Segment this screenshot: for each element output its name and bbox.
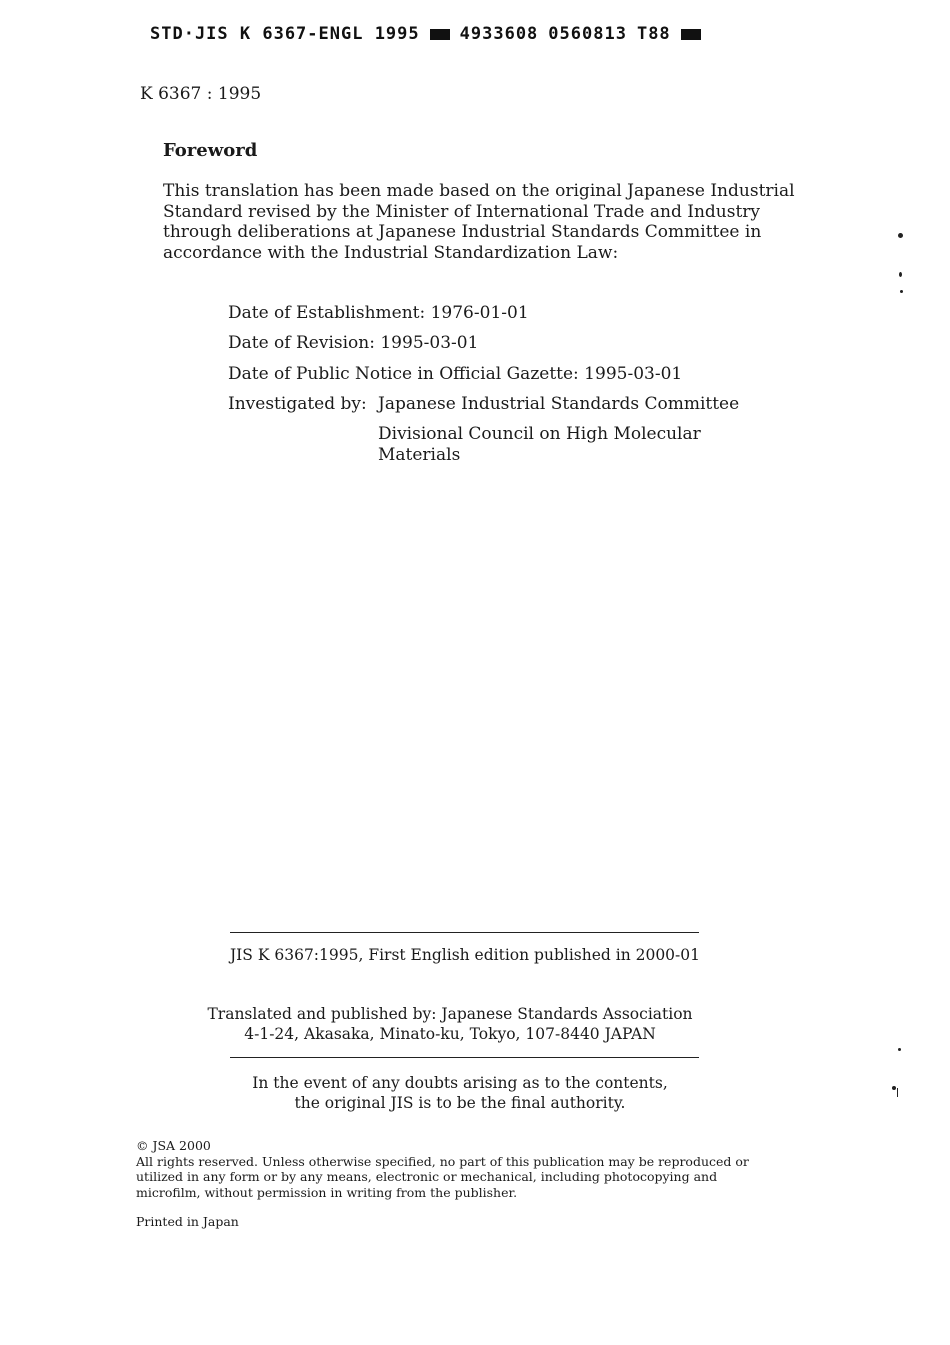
investigated-label: Investigated by: xyxy=(228,394,367,414)
scan-speck xyxy=(899,272,902,277)
scan-speck xyxy=(900,290,903,293)
scan-speck xyxy=(897,1088,898,1097)
std-code: STD·JIS K 6367-ENGL 1995 xyxy=(150,24,420,44)
black-bar-icon xyxy=(681,29,701,40)
foreword-title: Foreword xyxy=(163,140,258,161)
date-revision: Date of Revision: 1995-03-01 xyxy=(228,333,479,353)
edition-line: JIS K 6367:1995, First English edition published in 2000-01 xyxy=(229,946,701,964)
scan-speck xyxy=(892,1086,896,1090)
bottom-divider xyxy=(230,1057,699,1058)
foreword-line: accordance with the Industrial Standardization Law: xyxy=(163,242,619,263)
council-line-1: Divisional Council on High Molecular xyxy=(378,424,701,444)
foreword-line: This translation has been made based on the original Japanese Industrial xyxy=(163,181,795,201)
date-public-notice: Date of Public Notice in Official Gazette: 1995-03-01 xyxy=(228,364,683,384)
barcode-number-a: 4933608 xyxy=(459,24,539,44)
barcode-number-c: T88 xyxy=(636,24,671,44)
barcode-number-b: 0560813 xyxy=(548,24,627,44)
std-header-line xyxy=(150,24,701,44)
authority-line-1: In the event of any doubts arising as to the contents, xyxy=(252,1074,668,1092)
top-divider xyxy=(230,932,699,933)
date-establishment: Date of Establishment: 1976-01-01 xyxy=(228,303,529,323)
copyright-line: utilized in any form or by any means, electronic or mechanical, including photocopying and xyxy=(136,1169,718,1184)
publisher-line-2: 4-1-24, Akasaka, Minato-ku, Tokyo, 107-8440 JAPAN xyxy=(244,1025,656,1043)
investigated-value: Japanese Industrial Standards Committee xyxy=(378,394,740,414)
foreword-line: through deliberations at Japanese Industrial Standards Committee in xyxy=(163,222,762,242)
copyright-line: All rights reserved. Unless otherwise specified, no part of this publication may be reproduced or xyxy=(136,1153,749,1169)
document-id: K 6367 : 1995 xyxy=(140,84,262,104)
scan-speck xyxy=(898,233,903,238)
scan-speck xyxy=(898,1048,901,1051)
publisher-line-1: Translated and published by: Japanese Standards Association xyxy=(207,1005,693,1023)
black-bar-icon xyxy=(430,29,450,40)
foreword-paragraph xyxy=(163,181,795,263)
council-line-2: Materials xyxy=(378,445,461,465)
authority-line-2: the original JIS is to be the final authority. xyxy=(294,1094,626,1112)
printed-in-line: Printed in Japan xyxy=(136,1214,239,1229)
copyright-symbol-line: © JSA 2000 xyxy=(136,1138,211,1153)
foreword-line: Standard revised by the Minister of International Trade and Industry xyxy=(163,201,761,222)
copyright-block xyxy=(136,1138,749,1200)
copyright-line: microfilm, without permission in writing from the publisher. xyxy=(136,1184,518,1200)
